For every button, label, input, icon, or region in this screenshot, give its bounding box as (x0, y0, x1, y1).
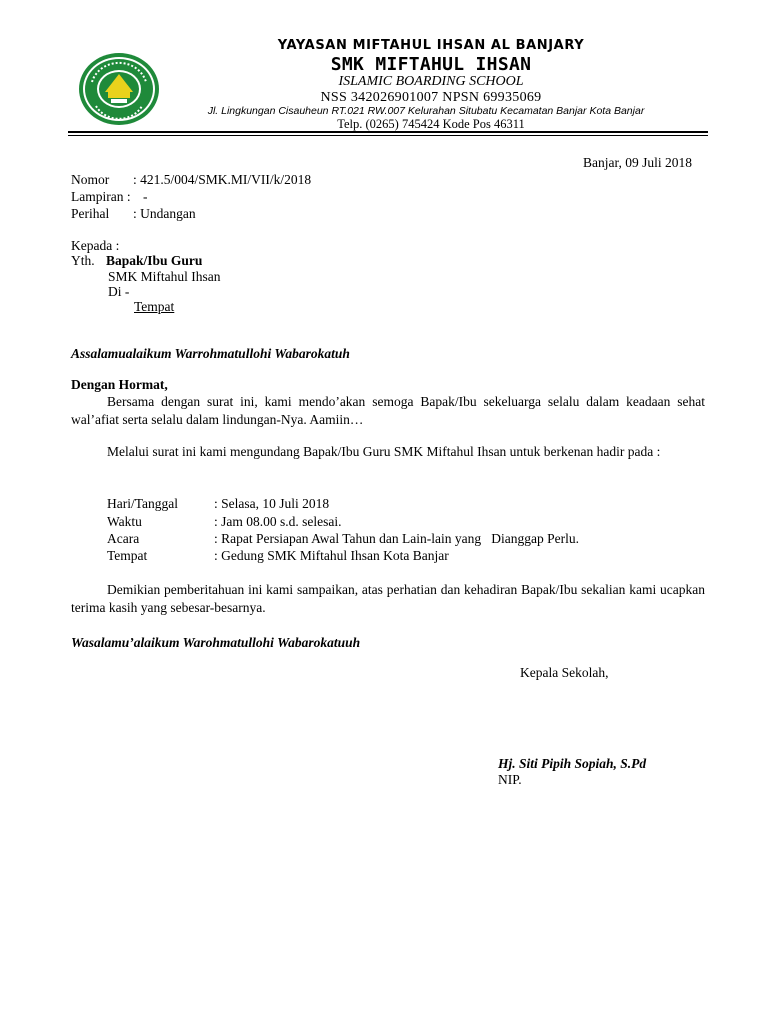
recipient-yth: Yth. (71, 253, 95, 268)
foundation-name: YAYASAN MIFTAHUL IHSAN AL BANJARY (277, 38, 585, 53)
detail-value-time: : Jam 08.00 s.d. selesai. (214, 514, 342, 529)
signature-title: Kepala Sekolah, (520, 665, 609, 680)
meta-label-perihal: Perihal (71, 206, 110, 221)
letterhead-divider-thin (68, 135, 708, 136)
recipient-institution: SMK Miftahul Ihsan (108, 269, 221, 284)
detail-value-agenda: : Rapat Persiapan Awal Tahun dan Lain-lain yang Dianggap Perlu. (214, 531, 579, 546)
recipient-name: Bapak/Ibu Guru (106, 253, 203, 268)
meta-label-nomor: Nomor (71, 172, 110, 187)
recipient-kepada: Kepada : (71, 238, 120, 253)
school-address: Jl. Lingkungan Cisauheun RT.021 RW.007 Kelurahan Situbatu Kecamatan Banjar Kota Banjar (207, 105, 645, 117)
meta-value-lampiran: - (143, 189, 148, 204)
detail-label-venue: Tempat (107, 548, 148, 563)
detail-label-agenda: Acara (107, 531, 140, 546)
detail-value-date: : Selasa, 10 Juli 2018 (214, 496, 330, 511)
paragraph-1: Bersama dengan surat ini, kami mendo’akan semoga Bapak/Ibu sekeluarga selalu dalam keadaan sehat wal’afiat serta selalu dalam lindungan-Nya. Aamiin… (71, 394, 705, 427)
greeting: Dengan Hormat, (71, 377, 168, 392)
nss-npsn: NSS 342026901007 NPSN 69935069 (320, 90, 542, 105)
meta-value-perihal: : Undangan (133, 206, 196, 221)
letterhead-divider-thick (68, 131, 708, 133)
detail-label-date: Hari/Tanggal (107, 496, 179, 511)
recipient-di: Di - (108, 284, 130, 299)
closing-salam: Wasalamu’alaikum Warohmatullohi Wabarokatuuh (71, 635, 361, 650)
school-subtitle: ISLAMIC BOARDING SCHOOL (338, 74, 524, 89)
school-phone: Telp. (0265) 745424 Kode Pos 46311 (337, 117, 525, 131)
meta-value-nomor: : 421.5/004/SMK.MI/VII/k/2018 (133, 172, 312, 187)
school-name: SMK MIFTAHUL IHSAN (330, 54, 532, 75)
signature-name: Hj. Siti Pipih Sopiah, S.Pd (498, 756, 647, 771)
recipient-place: Tempat (134, 299, 175, 314)
signature-nip: NIP. (498, 772, 522, 787)
paragraph-2: Melalui surat ini kami mengundang Bapak/Ibu Guru SMK Miftahul Ihsan untuk berkenan hadir pada : (107, 444, 661, 459)
meta-label-lampiran: Lampiran : (71, 189, 131, 204)
paragraph-3: Demikian pemberitahuan ini kami sampaikan, atas perhatian dan kehadiran Bapak/Ibu sekalian kami ucapkan terima kasih yang sebesar-besarnya. (71, 582, 705, 615)
place-date: Banjar, 09 Juli 2018 (583, 155, 692, 170)
opening-salam: Assalamualaikum Warrohmatullohi Wabarokatuh (71, 346, 350, 361)
detail-label-time: Waktu (107, 514, 142, 529)
detail-value-venue: : Gedung SMK Miftahul Ihsan Kota Banjar (214, 548, 449, 563)
school-logo (78, 52, 160, 126)
